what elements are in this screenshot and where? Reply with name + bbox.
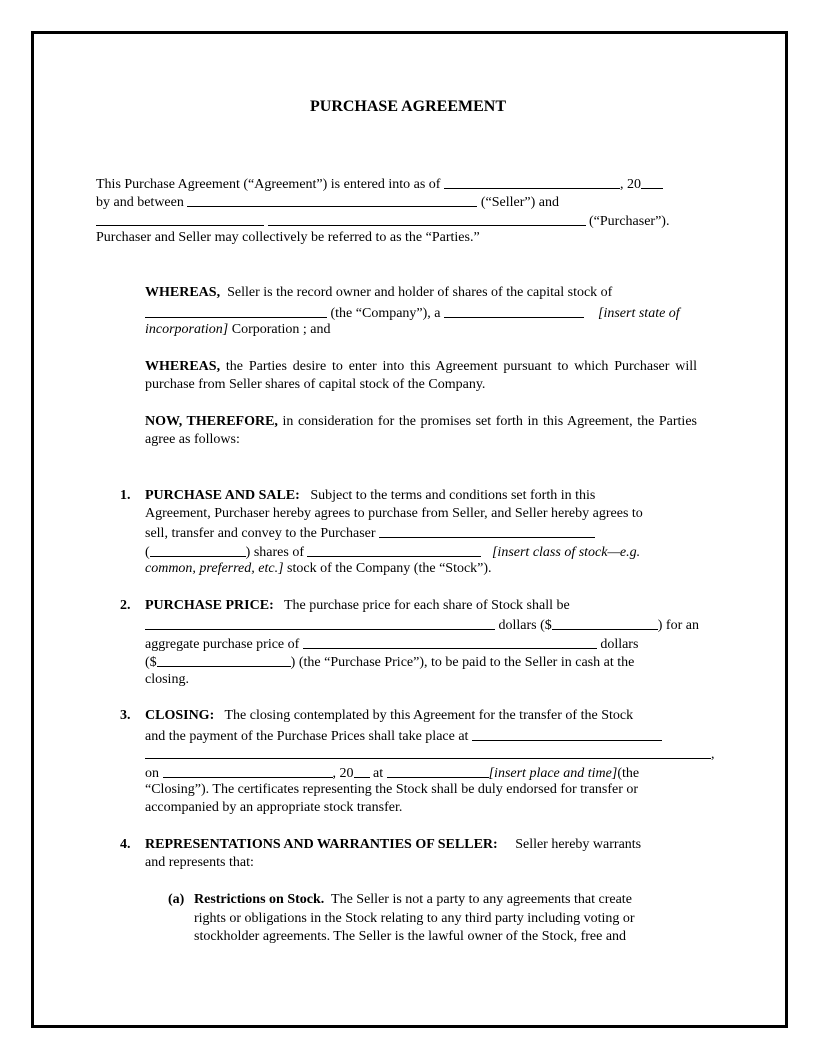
shares-amount-words-blank[interactable] (379, 523, 595, 538)
whereas-1-line-3: incorporation] Corporation ; and (145, 322, 331, 337)
purchaser-name-blank-2[interactable] (268, 211, 586, 226)
closing-place-blank-2[interactable] (145, 744, 711, 759)
subsection-a-line-3: stockholder agreements. The Seller is the lawful owner of the Stock, free and (194, 929, 627, 944)
section-3-line-6: accompanied by an appropriate stock transfer. (145, 800, 403, 815)
section-1-line-2: Agreement, Purchaser hereby agrees to purchase from Seller, and Seller hereby agrees to (145, 506, 643, 521)
section-1-line-3: sell, transfer and convey to the Purchaser (145, 523, 705, 543)
section-4-number: 4. (120, 837, 131, 852)
year-blank[interactable] (641, 174, 663, 189)
purchaser-name-blank-1[interactable] (96, 211, 264, 226)
state-blank[interactable] (444, 303, 584, 318)
section-2-line-4: ($ ) (the “Purchase Price”), to be paid to the Seller in cash at the (145, 652, 710, 672)
closing-place-blank-1[interactable] (472, 726, 662, 741)
subsection-a-line-2: rights or obligations in the Stock relating to any third party including voting or (194, 911, 635, 926)
intro-line-4: Purchaser and Seller may collectively be referred to as the “Parties.” (96, 230, 480, 245)
document-title: PURCHASE AGREEMENT (309, 98, 507, 115)
section-1-line-1: PURCHASE AND SALE: Subject to the terms and conditions set forth in this (145, 488, 596, 503)
closing-date-blank[interactable] (163, 763, 333, 778)
company-name-blank[interactable] (145, 303, 327, 318)
section-2-line-3: aggregate purchase price of dollars (145, 634, 710, 654)
seller-name-blank[interactable] (187, 192, 477, 207)
section-4-line-1: REPRESENTATIONS AND WARRANTIES OF SELLER: Seller hereby warrants (145, 837, 642, 852)
section-3-number: 3. (120, 708, 131, 723)
whereas-2: WHEREAS, the Parties desire to enter into this Agreement pursuant to which Purchaser will purchase from Seller shares of capital stock of the Company. (145, 359, 698, 393)
date-blank[interactable] (444, 174, 620, 189)
subsection-a-line-1: Restrictions on Stock. The Seller is not a party to any agreements that create (194, 892, 632, 907)
section-1-line-4: ( ) shares of [insert class of stock—e.g. (145, 542, 705, 562)
price-per-share-number-blank[interactable] (552, 615, 658, 630)
section-2-line-5: closing. (145, 672, 189, 687)
whereas-1-line-1: WHEREAS, Seller is the record owner and holder of shares of the capital stock of (145, 285, 613, 300)
aggregate-price-number-blank[interactable] (157, 652, 291, 667)
section-3-line-4: on , 20 at [insert place and time](the (145, 763, 720, 783)
section-2-line-1: PURCHASE PRICE: The purchase price for each share of Stock shall be (145, 598, 570, 613)
intro-line-1: This Purchase Agreement (“Agreement”) is entered into as of , 20 (96, 174, 716, 194)
section-2-number: 2. (120, 598, 131, 613)
now-therefore: NOW, THEREFORE, in consideration for the promises set forth in this Agreement, the Parties agree as follows: (145, 414, 697, 448)
section-3-line-2: and the payment of the Purchase Prices shall take place at (145, 726, 720, 746)
section-2-line-2: dollars ($ ) for an (145, 615, 710, 635)
closing-year-blank[interactable] (354, 763, 370, 778)
shares-number-blank[interactable] (150, 542, 246, 557)
intro-line-3: (“Purchaser”). (96, 211, 716, 231)
closing-time-blank[interactable] (387, 763, 489, 778)
intro-line-2: by and between (“Seller”) and (96, 192, 716, 212)
section-1-number: 1. (120, 488, 131, 503)
section-3-line-1: CLOSING: The closing contemplated by this Agreement for the transfer of the Stock (145, 708, 634, 723)
whereas-1-line-2: (the “Company”), a [insert state of (145, 303, 715, 323)
section-3-line-3: , (145, 744, 720, 764)
section-3-line-5: “Closing”). The certificates representing the Stock shall be duly endorsed for transfer or (145, 782, 639, 797)
aggregate-price-words-blank[interactable] (303, 634, 597, 649)
section-4-line-2: and represents that: (145, 855, 254, 870)
subsection-a-label: (a) (168, 892, 185, 907)
price-per-share-words-blank[interactable] (145, 615, 495, 630)
stock-class-blank[interactable] (307, 542, 481, 557)
section-1-line-5: common, preferred, etc.] stock of the Company (the “Stock”). (145, 561, 492, 576)
